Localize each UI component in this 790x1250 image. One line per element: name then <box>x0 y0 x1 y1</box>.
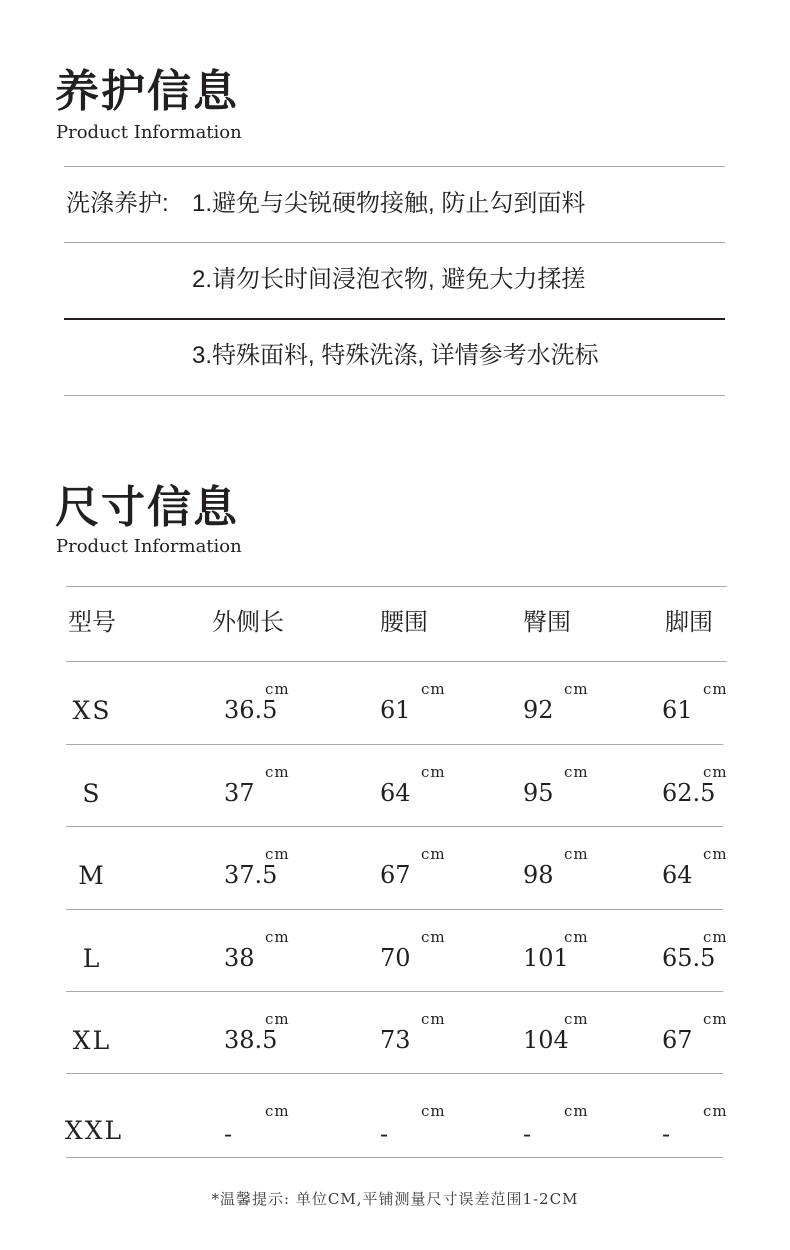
table-divider <box>66 661 727 662</box>
table-cell-value: 70 <box>380 943 411 972</box>
table-cell-value: 101 <box>523 943 569 972</box>
unit-label: cm <box>703 1102 728 1120</box>
table-divider <box>66 1073 723 1074</box>
table-cell-value: 62.5 <box>662 778 716 807</box>
table-cell-value: 65.5 <box>662 943 716 972</box>
unit-label: cm <box>265 1102 290 1120</box>
unit-label: cm <box>703 1010 728 1029</box>
size-note: *温馨提示: 单位CM,平铺测量尺寸误差范围1-2CM <box>211 1190 579 1208</box>
table-cell-value: 104 <box>523 1026 569 1055</box>
size-subtitle: Product Information <box>56 536 242 557</box>
unit-label: cm <box>265 1010 290 1029</box>
table-divider <box>66 991 723 992</box>
size-label: XL <box>72 1026 112 1056</box>
table-cell-value: 92 <box>523 696 554 724</box>
size-label: S <box>82 778 102 808</box>
care-item-3: 3.特殊面料, 特殊洗涤, 详情参考水洗标 <box>192 342 599 369</box>
table-cell-value: 67 <box>380 861 411 890</box>
size-label: L <box>82 943 102 973</box>
table-divider <box>66 909 723 910</box>
unit-label: cm <box>703 680 728 698</box>
divider <box>64 166 725 167</box>
size-label: XXL <box>64 1116 124 1145</box>
unit-label: cm <box>421 1010 446 1029</box>
table-cell-value: - <box>224 1120 233 1148</box>
table-cell-value: 61 <box>662 696 693 724</box>
unit-label: cm <box>421 680 446 698</box>
care-subtitle: Product Information <box>56 122 242 143</box>
table-cell-value: - <box>662 1120 671 1148</box>
unit-label: cm <box>265 762 290 781</box>
table-header-3: 臀围 <box>523 609 571 636</box>
table-divider <box>66 744 723 745</box>
care-title: 养护信息 <box>55 66 239 117</box>
table-header-2: 腰围 <box>380 609 428 636</box>
unit-label: cm <box>564 927 589 946</box>
unit-label: cm <box>265 845 290 864</box>
table-header-1: 外侧长 <box>212 609 284 636</box>
divider <box>64 242 725 243</box>
table-cell-value: 98 <box>523 861 554 890</box>
table-cell-value: 64 <box>380 778 411 807</box>
unit-label: cm <box>421 1102 446 1120</box>
table-cell-value: 67 <box>662 1026 693 1055</box>
table-cell-value: 37 <box>224 778 255 807</box>
unit-label: cm <box>564 762 589 781</box>
unit-label: cm <box>703 927 728 946</box>
unit-label: cm <box>421 927 446 946</box>
unit-label: cm <box>421 845 446 864</box>
table-divider <box>66 826 723 827</box>
unit-label: cm <box>564 845 589 864</box>
table-cell-value: 37.5 <box>224 861 278 890</box>
unit-label: cm <box>421 762 446 781</box>
unit-label: cm <box>564 1102 589 1120</box>
care-item-2: 2.请勿长时间浸泡衣物, 避免大力揉搓 <box>192 266 586 293</box>
size-title: 尺寸信息 <box>55 482 239 533</box>
care-item-1: 1.避免与尖锐硬物接触, 防止勾到面料 <box>192 190 586 217</box>
table-header-0: 型号 <box>68 609 116 636</box>
unit-label: cm <box>265 680 290 698</box>
divider <box>64 395 725 396</box>
table-cell-value: - <box>523 1120 532 1148</box>
table-cell-value: 95 <box>523 778 554 807</box>
table-cell-value: 38.5 <box>224 1026 278 1055</box>
table-divider <box>66 586 727 587</box>
table-divider <box>66 1157 723 1158</box>
unit-label: cm <box>265 927 290 946</box>
table-header-4: 脚围 <box>665 609 713 636</box>
size-label: XS <box>72 696 112 725</box>
table-cell-value: 64 <box>662 861 693 890</box>
care-label: 洗涤养护: <box>66 190 169 217</box>
unit-label: cm <box>564 680 589 698</box>
table-cell-value: 61 <box>380 696 411 724</box>
unit-label: cm <box>564 1010 589 1029</box>
table-cell-value: 73 <box>380 1026 411 1055</box>
table-cell-value: 36.5 <box>224 696 278 724</box>
table-cell-value: 38 <box>224 943 255 972</box>
unit-label: cm <box>703 762 728 781</box>
size-label: M <box>78 861 106 891</box>
divider <box>64 318 725 320</box>
table-cell-value: - <box>380 1120 389 1148</box>
unit-label: cm <box>703 845 728 864</box>
